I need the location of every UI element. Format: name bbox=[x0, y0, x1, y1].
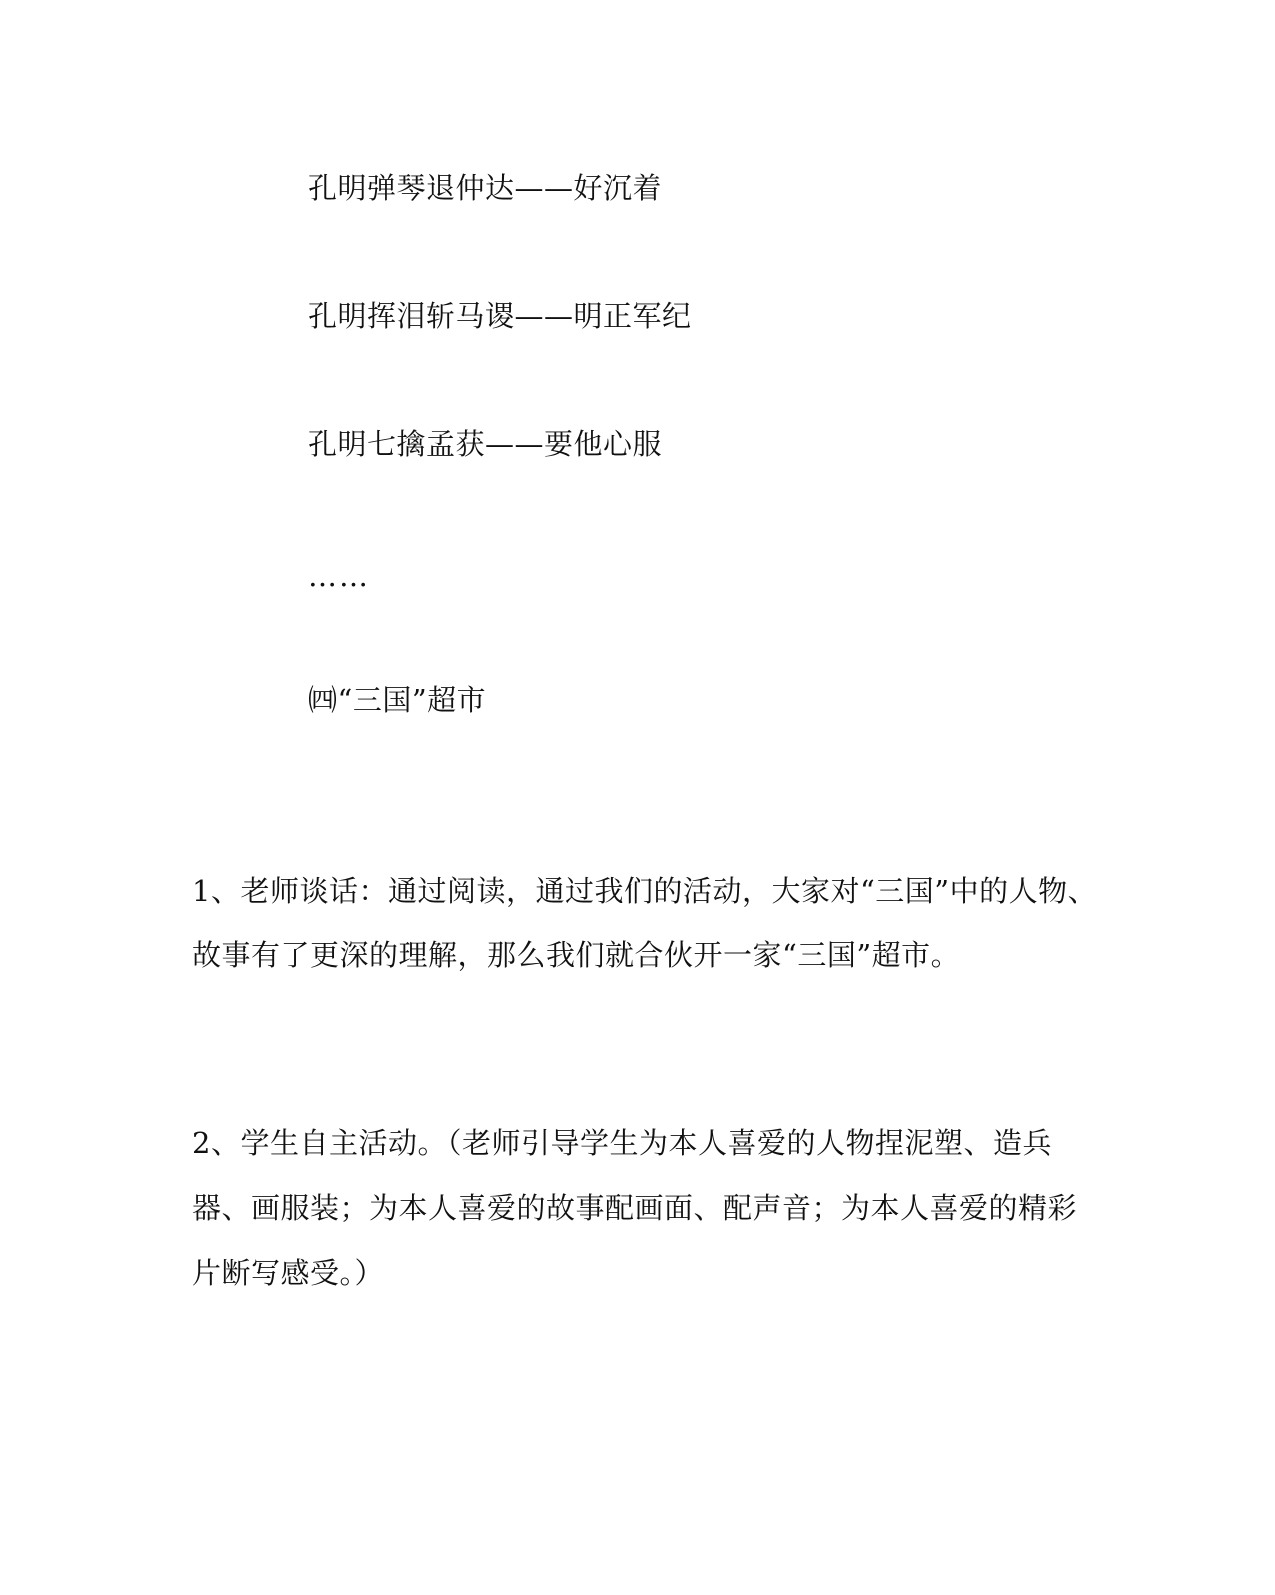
paragraph-2-line-1: 2、学生自主活动。（老师引导学生为本人喜爱的人物捏泥塑、造兵 bbox=[192, 1126, 1052, 1160]
paragraph-2-line-2: 器、画服装；为本人喜爱的故事配画面、配声音；为本人喜爱的精彩 bbox=[192, 1191, 1078, 1225]
text-line-kongming-masu: 孔明挥泪斩马谡——明正军纪 bbox=[308, 299, 692, 333]
paragraph-1-line-2: 故事有了更深的理解，那么我们就合伙开一家“三国”超市。 bbox=[192, 938, 961, 972]
ellipsis-line: …… bbox=[308, 559, 370, 593]
text-line-kongming-guqin: 孔明弹琴退仲达——好沉着 bbox=[308, 171, 663, 205]
section-heading-sanguo-supermarket: ㈣“三国”超市 bbox=[308, 683, 487, 717]
paragraph-2-line-3: 片断写感受。） bbox=[192, 1256, 385, 1290]
text-line-kongming-menghuo: 孔明七擒孟获——要他心服 bbox=[308, 427, 663, 461]
paragraph-1-line-1: 1、老师谈话：通过阅读，通过我们的活动，大家对“三国”中的人物、 bbox=[192, 874, 1098, 908]
